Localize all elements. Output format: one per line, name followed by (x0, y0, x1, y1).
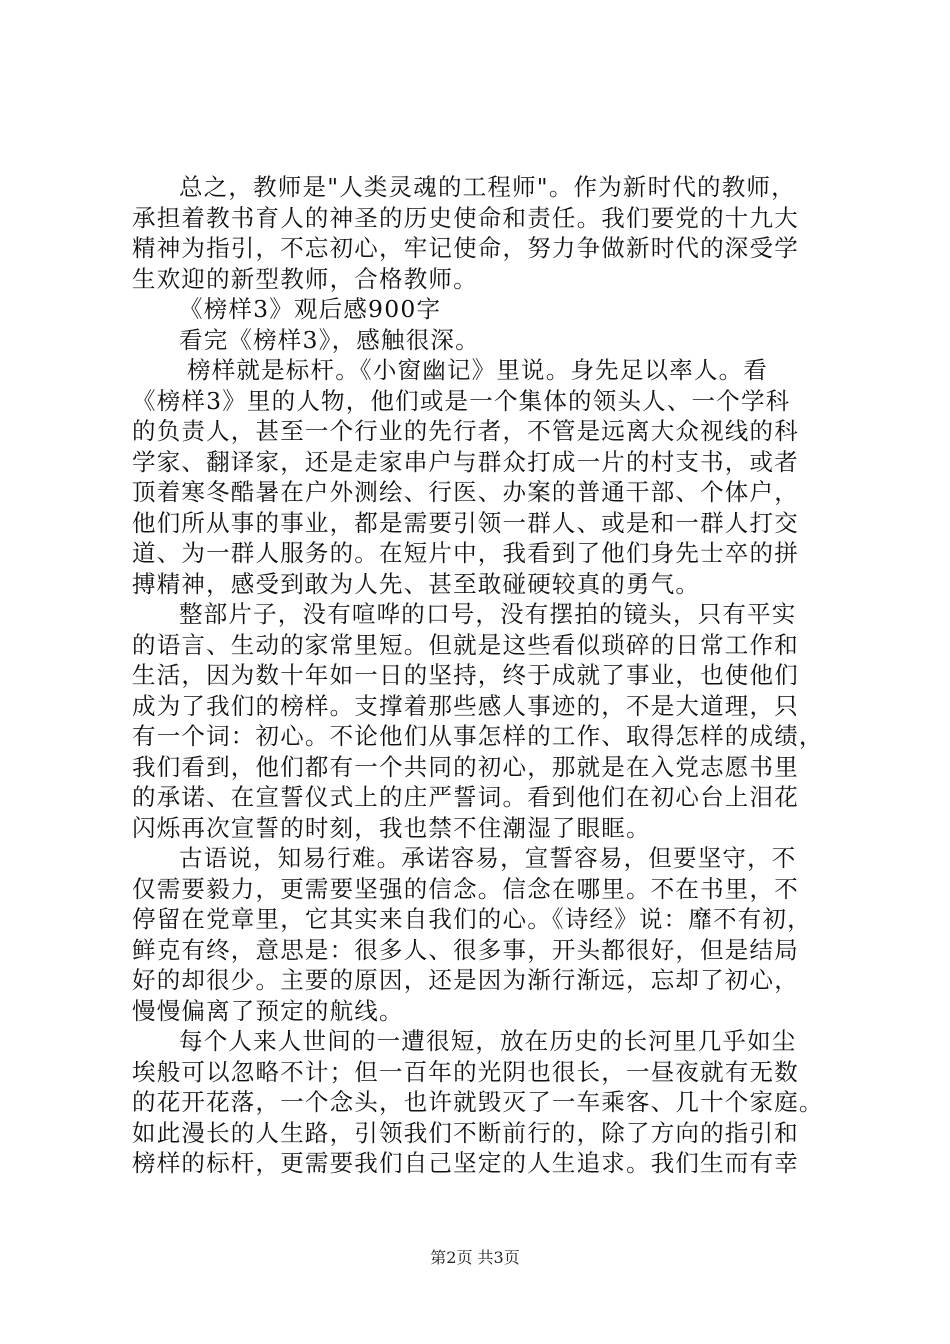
text-line: 的承诺、在宣誓仪式上的庄严誓词。看到他们在初心台上泪花 (132, 783, 799, 811)
text-line: 精神为指引，不忘初心，牢记使命，努力争做新时代的深受学 (132, 234, 799, 262)
text-line: 榜样就是标杆。《小窗幽记》里说。身先足以率人。看 (187, 356, 769, 384)
text-line: 生欢迎的新型教师，合格教师。 (132, 264, 478, 293)
text-line: 古语说，知易行难。承诺容易，宣誓容易，但要坚守，不 (179, 844, 797, 872)
text-line: 《榜样3》观后感900字 (179, 295, 442, 323)
text-line: 看完《榜样3》，感触很深。 (179, 325, 480, 354)
text-line: 《榜样3》里的人物，他们或是一个集体的领头人、一个学科 (132, 386, 791, 415)
page-number-label: 第2页 共3页 (430, 1248, 520, 1267)
text-line: 道、为一群人服务的。在短片中，我看到了他们身先士卒的拼 (132, 539, 799, 567)
text-line: 仅需要毅力，更需要坚强的信念。信念在哪里。不在书里，不 (132, 874, 799, 903)
text-line: 有一个词：初心。不论他们从事怎样的工作、取得怎样的成绩， (132, 722, 824, 750)
text-line: 总之，教师是"人类灵魂的工程师"。作为新时代的教师， (179, 173, 796, 201)
text-line: 鲜克有终，意思是：很多人、很多事，开头都很好，但是结局 (132, 935, 799, 964)
text-line: 成为了我们的榜样。支撑着那些感人事迹的，不是大道理，只 (132, 691, 799, 720)
text-line: 如此漫长的人生路，引领我们不断前行的，除了方向的指引和 (132, 1118, 799, 1147)
text-line: 慢慢偏离了预定的航线。 (132, 996, 404, 1025)
text-line: 的负责人，甚至一个行业的先行者，不管是远离大众视线的科 (132, 417, 799, 445)
text-line: 停留在党章里，它其实来自我们的心。《诗经》说：靡不有初， (132, 905, 812, 933)
text-line: 生活，因为数十年如一日的坚持，终于成就了事业，也使他们 (132, 661, 799, 689)
text-line: 的花开花落，一个念头，也许就毁灭了一车乘客、几十个家庭。 (132, 1088, 824, 1116)
text-line: 好的却很少。主要的原因，还是因为渐行渐远，忘却了初心， (132, 966, 799, 994)
text-line: 的语言、生动的家常里短。但就是这些看似琐碎的日常工作和 (132, 630, 799, 659)
text-line: 榜样的标杆，更需要我们自己坚定的人生追求。我们生而有幸 (132, 1149, 799, 1177)
page-footer (0, 1245, 950, 1268)
text-line: 搏精神，感受到敢为人先、甚至敢碰硬较真的勇气。 (132, 569, 701, 598)
text-line: 学家、翻译家，还是走家串户与群众打成一片的村支书，或者 (132, 447, 799, 476)
text-line: 他们所从事的事业，都是需要引领一群人、或是和一群人打交 (132, 508, 799, 537)
text-line: 整部片子，没有喧哗的口号，没有摆拍的镜头，只有平实 (179, 600, 797, 628)
text-line: 我们看到，他们都有一个共同的初心，那就是在入党志愿书里 (132, 752, 799, 781)
text-line: 闪烁再次宣誓的时刻，我也禁不住潮湿了眼眶。 (132, 813, 651, 842)
text-line: 承担着教书育人的神圣的历史使命和责任。我们要党的十九大 (132, 203, 799, 232)
text-line: 埃般可以忽略不计；但一百年的光阴也很长，一昼夜就有无数 (132, 1057, 799, 1086)
text-line: 顶着寒冬酷暑在户外测绘、行医、办案的普通干部、个体户， (132, 478, 799, 506)
document-body (132, 172, 832, 1179)
text-line: 每个人来人世间的一遭很短，放在历史的长河里几乎如尘 (179, 1027, 797, 1055)
